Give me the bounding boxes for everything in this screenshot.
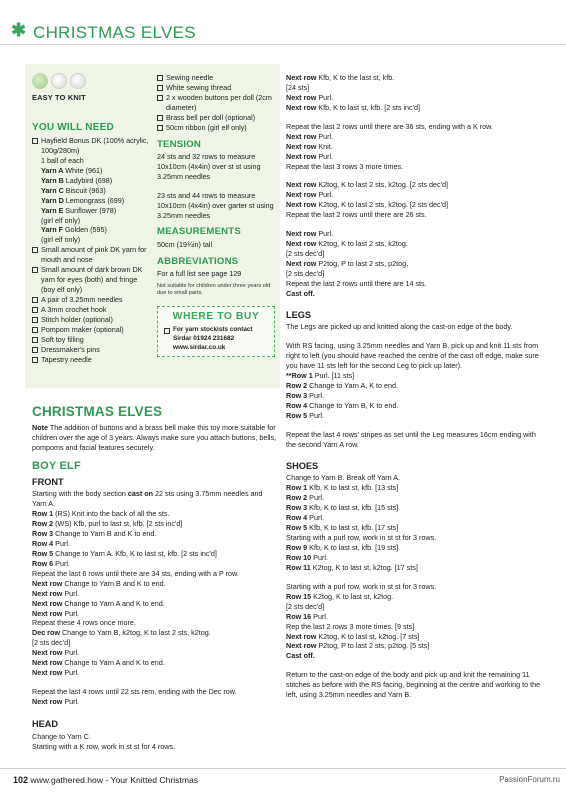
footer-divider [0, 768, 566, 769]
stitch-count: [2 sts dec'd] [32, 638, 71, 648]
materials-column-2 [157, 73, 275, 357]
checkbox-icon [32, 138, 38, 144]
checkbox-icon [157, 125, 163, 131]
row: Row 3 Change to Yarn B and K to end. [32, 529, 157, 539]
yarn-item: Yarn D Lemongrass (699) [41, 195, 125, 205]
row: Row 5 Change to Yarn A. Kfb, K to last st, kfb. [2 sts inc'd] [32, 548, 217, 558]
row: Next row K2tog, K to last st, k2tog. [7 sts] [286, 631, 420, 641]
yarn-ball-icon [70, 73, 86, 89]
row: Row 5 Kfb, K to last st, kfb. [17 sts] [286, 523, 399, 533]
row: Row 2 Purl. [286, 493, 324, 503]
where-to-buy-box [157, 306, 275, 357]
row-list [286, 632, 544, 652]
checklist-text: Hayfield Bonus DK (100% acrylic, 100g/280m) [41, 136, 149, 155]
checkbox-icon [32, 327, 38, 333]
checkbox-icon [157, 75, 163, 81]
instruction: Repeat the last 6 rows until there are 34 sts, ending with a P row. [32, 568, 239, 578]
checkbox-icon [32, 317, 38, 323]
row: Next row Purl. [286, 131, 334, 141]
row: Row 4 Change to Yarn B, K to end. [286, 401, 399, 410]
row: Next row P2tog, P to last 2 sts, p2tog, [286, 259, 409, 268]
difficulty-balls [32, 73, 150, 89]
where-to-buy-phone: Sirdar 01924 231682 [173, 334, 235, 342]
checkbox-icon [157, 95, 163, 101]
stitch-count: [24 sts] [286, 82, 310, 92]
row: Next row Purl. [286, 190, 334, 200]
checkbox-icon [32, 247, 38, 253]
page-header [0, 18, 566, 44]
checkbox-icon [157, 85, 163, 91]
row: Next row Purl. [32, 668, 80, 678]
checklist-item: Stitch holder (optional) [32, 315, 150, 325]
row: Next row Kfb, K to the last st, kfb. [286, 73, 395, 82]
instruction: Change to Yarn B. Break off Yarn A. [286, 473, 401, 483]
yarn-ball-note: 1 ball of each [41, 155, 84, 165]
checklist-item: Small amount of dark brown DK yarn for eyes (both) and fringe (boy elf only) [32, 265, 150, 295]
row-list [286, 132, 544, 162]
page-footer [0, 768, 566, 800]
row: Next row Purl. [32, 697, 80, 707]
yarn-item: Yarn A White (961) [41, 165, 103, 175]
instruction: Repeat these 4 rows once more. [32, 618, 136, 628]
watermark: PassionForum.ru [499, 775, 560, 784]
checkbox-icon [32, 267, 38, 273]
abbreviations-text: For a full list see page 129 [157, 268, 242, 278]
you-will-need-heading: YOU WILL NEED [32, 122, 114, 134]
row: Row 2 Change to Yarn A, K to end. [286, 381, 399, 391]
row: Row 3 Purl. [286, 391, 324, 401]
yarn-item: (girl elf only) [41, 235, 81, 245]
row: Next row Purl. [286, 151, 334, 161]
shoes-heading: SHOES [286, 460, 319, 471]
checklist-item: Sewing needle [157, 73, 275, 83]
needs-list [32, 245, 150, 364]
row: Next row K2tog, K to last 2 sts, k2tog. [2 sts dec'd] [286, 180, 448, 190]
measurements-heading: MEASUREMENTS [157, 226, 241, 238]
difficulty-label: EASY TO KNIT [32, 93, 86, 102]
checkbox-icon [157, 115, 163, 121]
row: Next row Change to Yarn B and K to end. [32, 578, 166, 588]
instruction: Starting with a purl row, work in st st for 3 rows. [286, 581, 437, 591]
tension-text: 23 sts and 44 rows to measure 10x10cm (4x4in) over garter st using 3.25mm needles [157, 190, 274, 220]
checkbox-icon [32, 337, 38, 343]
stitch-count: [2 sts dec'd] [286, 249, 325, 259]
row: Next row K2tog, K to last 2 sts, k2tog. [286, 239, 408, 249]
dec-row: Dec row Change to Yarn B, k2tog, K to last 2 sts, k2tog. [32, 628, 211, 638]
boy-elf-heading: BOY ELF [32, 460, 81, 473]
yarn-ball-icon [32, 73, 48, 89]
row-list [32, 579, 278, 619]
checklist-item: Pompom maker (optional) [32, 325, 150, 335]
instruction: Repeat the last 2 rows until there are 36 sts, ending with a K row. [286, 121, 493, 131]
row: Next row Purl. [286, 92, 334, 102]
checklist-item: Dressmaker's pins [32, 345, 150, 355]
needs-list-continued [157, 73, 275, 133]
yarn-item: Yarn C Biscuit (963) [41, 185, 106, 195]
header-divider [0, 44, 566, 45]
measurements-text: 50cm (19¾in) tall [157, 239, 213, 249]
checkbox-icon [32, 307, 38, 313]
cast-off: Cast off. [286, 651, 315, 661]
checklist-item: 50cm ribbon (girl elf only) [157, 123, 275, 133]
pattern-main-column [32, 403, 278, 752]
where-to-buy-heading: WHERE TO BUY [172, 310, 260, 322]
row: **Row 1 Purl. [11 sts] [286, 371, 355, 381]
snowflake-icon: ✱ [11, 20, 27, 40]
yarn-ball-icon [51, 73, 67, 89]
head-heading: HEAD [32, 718, 59, 729]
instruction: Repeat the last 3 rows 3 more times. [286, 161, 404, 171]
materials-column-1 [32, 73, 150, 365]
safety-note: Not suitable for children under three years old due to small parts. [157, 282, 271, 297]
instruction: Repeat the last 4 rows' stripes as set until the Leg measures 16cm ending with the second Yarn A row. [286, 429, 536, 449]
checkbox-icon [32, 357, 38, 363]
row-list [286, 543, 544, 573]
yarn-item: (girl elf only) [41, 215, 81, 225]
instruction: Starting with a purl row, work in st st for 3 rows. [286, 533, 437, 543]
stitch-count: [2 sts dec'd] [286, 601, 325, 611]
row: Row 1 Kfb, K to last st, kfb. [13 sts] [286, 483, 399, 493]
row: Next row K2tog, K to last 2 sts, k2tog. [2 sts dec'd] [286, 200, 448, 210]
pattern-note: Note The addition of buttons and a brass bell make this toy more suitable for children over the age of 3 years. Always make sure you attach buttons, bells, pompoms and facial features securely. [32, 422, 277, 452]
checklist-item: 2 x wooden buttons per doll (2cm diameter) [157, 93, 275, 113]
yarn-item: Yarn B Ladybird (698) [41, 175, 113, 185]
checklist-item: Soft toy filling [32, 335, 150, 345]
row-list [32, 509, 278, 569]
checklist-item: A pair of 3.25mm needles [32, 295, 150, 305]
return-text: Return to the cast-on edge of the body and pick up and knit the remaining 11 stitches as before with the RS facing, beginning at the centre and working to the left, using 3.25mm needles and Yarn B. [286, 670, 541, 700]
row: Row 2 (WS) Kfb, purl to last st, kfb. [2 sts inc'd] [32, 519, 183, 529]
instruction: Repeat the last 4 rows until 22 sts rem, ending with the Dec row. [32, 687, 237, 697]
checkbox-icon [32, 297, 38, 303]
row: Next row Purl. [32, 608, 80, 618]
row: Next row Kfb, K to last st, kfb. [2 sts inc'd] [286, 102, 420, 112]
instruction: Change to Yarn C. [32, 731, 91, 741]
instruction: Repeat the last 2 rows until there are 26 sts. [286, 210, 427, 220]
row: Row 4 Purl. [286, 513, 324, 523]
row: Row 5 Purl. [286, 410, 324, 420]
checklist-item: Small amount of pink DK yarn for mouth and nose [32, 245, 150, 265]
checklist-item: White sewing thread [157, 83, 275, 93]
row: Row 1 (RS) Knit into the back of all the sts. [32, 509, 170, 519]
checklist-item: Brass bell per doll (optional) [157, 113, 275, 123]
row-list [286, 381, 544, 421]
row-list [286, 229, 544, 249]
front-intro: Starting with the body section cast on 22 sts using 3.75mm needles and Yarn A. [32, 489, 263, 509]
pattern-title: CHRISTMAS ELVES [32, 404, 163, 419]
abbreviations-heading: ABBREVIATIONS [157, 255, 239, 267]
row-list [32, 648, 278, 678]
yarn-list [32, 166, 150, 246]
instruction: Starting with a K row, work in st st for 4 rows. [32, 741, 175, 751]
yarn-item: Yarn F Golden (595) [41, 225, 107, 235]
row: Next row Purl. [286, 229, 334, 239]
stitch-count: [2 sts dec'd] [286, 268, 325, 278]
row: Row 3 Kfb, K to last st, kfb. [15 sts] [286, 503, 399, 513]
row-list [286, 483, 544, 533]
checkbox-icon [164, 328, 170, 334]
row: Row 10 Purl. [286, 552, 328, 562]
row: Row 16 Purl. [286, 611, 328, 621]
where-to-buy-line: For yarn stockists contact [164, 326, 268, 335]
row: Row 15 K2tog, K to last st, k2tog. [286, 591, 394, 601]
row: Row 4 Purl. [32, 538, 70, 548]
front-heading: FRONT [32, 476, 64, 487]
row: Next row Change to Yarn A and K to end. [32, 658, 165, 668]
legs-text: The Legs are picked up and knitted along the cast-on edge of the body. [286, 322, 513, 332]
row: Next row Purl. [32, 588, 80, 598]
tension-heading: TENSION [157, 138, 202, 150]
tension-text: 24 sts and 32 rows to measure 10x10cm (4x4in) over st st using 3.25mm needles [157, 151, 261, 181]
instruction: Repeat the last 2 rows until there are 14 sts. [286, 278, 427, 288]
yarn-item: Yarn E Sunflower (978) [41, 205, 117, 215]
page-title: CHRISTMAS ELVES [33, 23, 196, 42]
checklist-item: Tapestry needle [32, 355, 150, 365]
row: Row 11 K2tog, K to last st, k2tog. [17 sts] [286, 562, 418, 572]
checkbox-icon [32, 347, 38, 353]
row: Next row P2tog, P to last 2 sts, p2tog. [5 sts] [286, 641, 430, 651]
row: Next row Purl. [32, 648, 80, 658]
legs-heading: LEGS [286, 309, 312, 320]
cast-off: Cast off. [286, 288, 315, 298]
row-list [286, 180, 544, 210]
where-to-buy-link[interactable]: www.sirdar.co.uk [173, 343, 226, 351]
checklist-item [32, 136, 150, 156]
page-number-line: 102 www.gathered.how - Your Knitted Christmas [13, 775, 199, 785]
checklist-item: A 3mm crochet hook [32, 305, 150, 315]
instruction: Rep the last 2 rows 3 more times. [9 sts] [286, 621, 415, 631]
legs-text: With RS facing, using 3.25mm needles and Yarn B, pick up and knit 11 sts from right to left (you should have reached the centre of the cast off edge, make sure you have 11 sts left for the second Leg to pick up later). [286, 341, 539, 371]
pattern-right-column [286, 73, 544, 700]
row: Next row Knit. [286, 141, 333, 151]
row: Row 9 Kfb, K to last st, kfb. [19 sts] [286, 543, 399, 552]
row: Row 6 Purl. [32, 558, 70, 568]
row: Next row Change to Yarn A and K to end. [32, 598, 165, 608]
